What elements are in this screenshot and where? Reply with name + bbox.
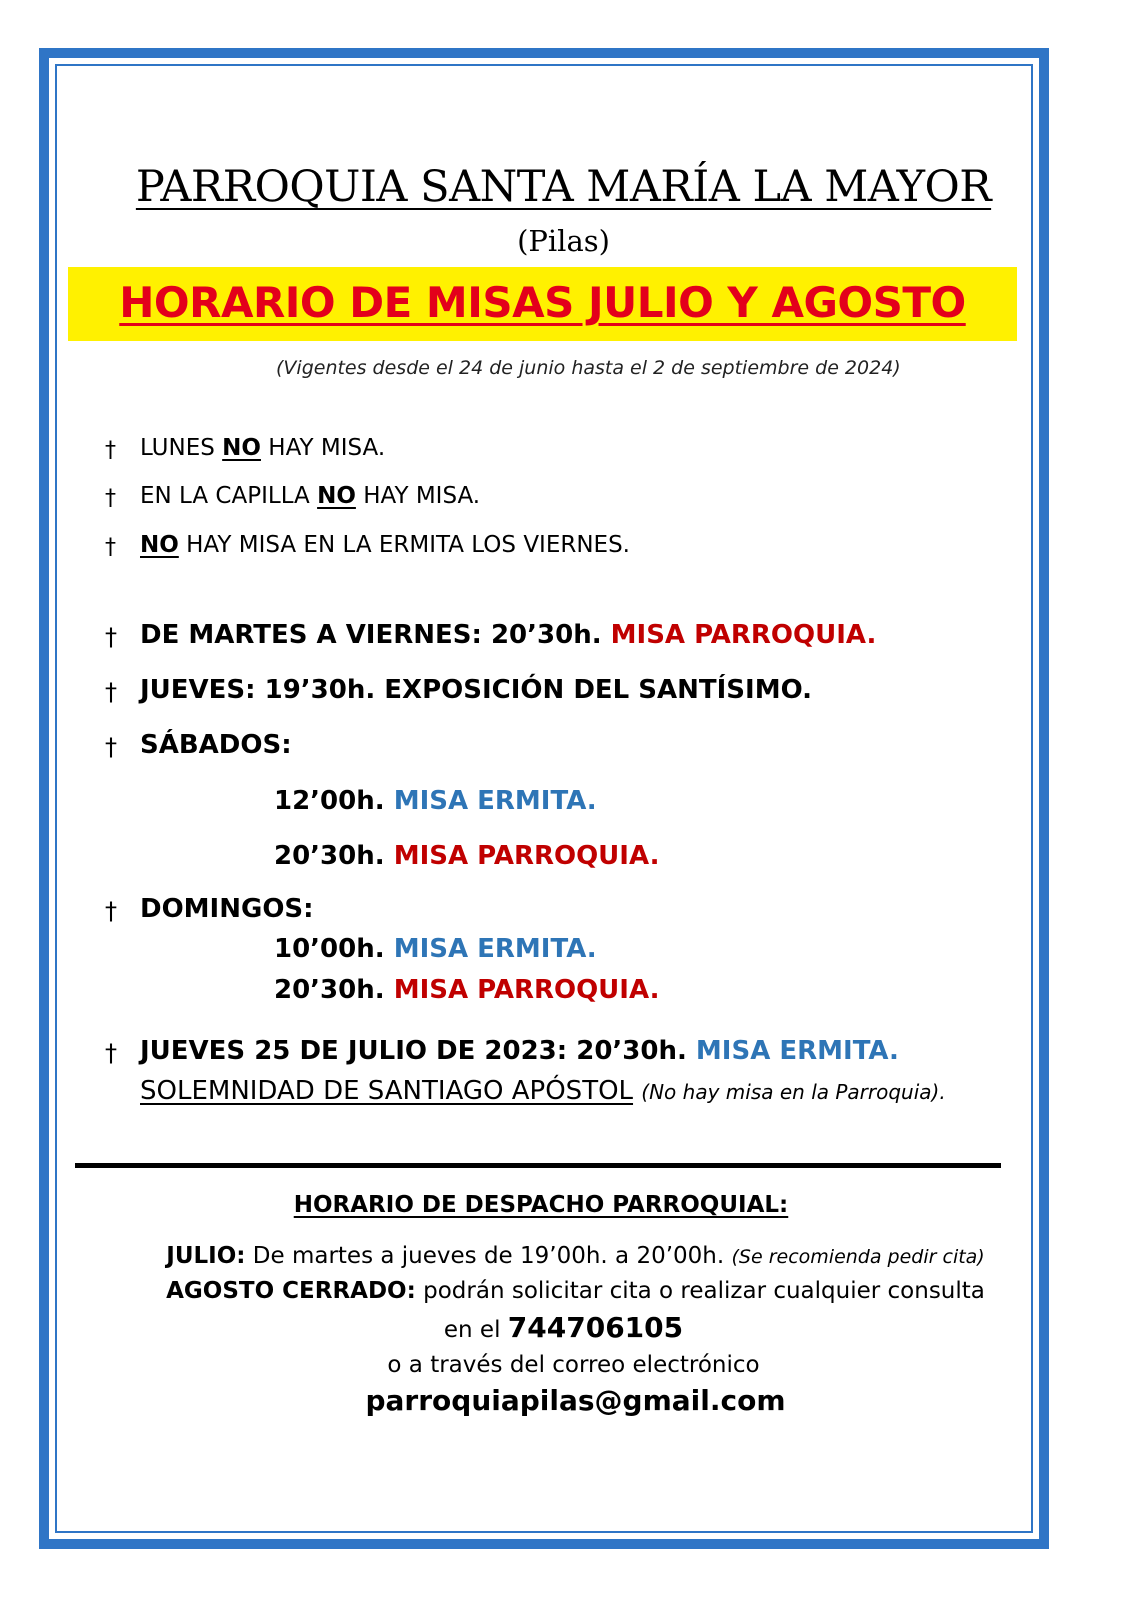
schedule-weekdays: DE MARTES A VIERNES: 20’30h. MISA PARROQUIA. [140, 620, 877, 650]
schedule-special-date: JUEVES 25 DE JULIO DE 2023: 20’30h. MISA ERMITA. [140, 1036, 899, 1066]
parish-location: (Pilas) [517, 224, 610, 258]
schedule-sundays: DOMINGOS: [140, 894, 314, 924]
feast-name: SOLEMNIDAD DE SANTIAGO APÓSTOL (No hay misa en la Parroquia). [140, 1076, 946, 1106]
saturday-mass-ermita: 12’00h. MISA ERMITA. [274, 786, 597, 816]
sunday-mass-ermita: 10’00h. MISA ERMITA. [274, 934, 597, 964]
note-chapel: EN LA CAPILLA NO HAY MISA. [140, 483, 481, 509]
office-hours-title: HORARIO DE DESPACHO PARROQUIAL: [293, 1192, 789, 1218]
sunday-mass-parroquia: 20’30h. MISA PARROQUIA. [274, 975, 660, 1005]
section-divider [75, 1163, 1001, 1168]
cross-bullet: † [105, 623, 117, 651]
note-monday: LUNES NO HAY MISA. [140, 435, 386, 461]
cross-bullet: † [105, 733, 117, 761]
cross-bullet: † [105, 1039, 117, 1067]
cross-bullet: † [105, 486, 116, 511]
office-july: JULIO: De martes a jueves de 19’00h. a 20’00h. (Se recomienda pedir cita) [166, 1243, 985, 1269]
note-friday-ermita: NO HAY MISA EN LA ERMITA LOS VIERNES. [140, 532, 630, 558]
cross-bullet: † [105, 678, 117, 706]
banner-title: HORARIO DE MISAS JULIO Y AGOSTO [119, 278, 966, 327]
saturday-mass-parroquia: 20’30h. MISA PARROQUIA. [274, 841, 660, 871]
cross-bullet: † [105, 438, 116, 463]
office-phone: en el 744706105 [443, 1311, 684, 1344]
office-email-prefix: o a través del correo electrónico [387, 1352, 760, 1378]
schedule-banner [68, 267, 1017, 341]
schedule-thursday: JUEVES: 19’30h. EXPOSICIÓN DEL SANTÍSIMO. [140, 675, 812, 705]
cross-bullet: † [105, 897, 117, 925]
phone-number: 744706105 [507, 1311, 684, 1344]
validity-note: (Vigentes desde el 24 de junio hasta el 2 de septiembre de 2024) [276, 357, 901, 379]
contact-email: parroquiapilas@gmail.com [365, 1384, 786, 1417]
schedule-saturdays: SÁBADOS: [140, 730, 292, 760]
office-august: AGOSTO CERRADO: podrán solicitar cita o realizar cualquier consulta [166, 1278, 985, 1304]
cross-bullet: † [105, 535, 116, 560]
parish-title: PARROQUIA SANTA MARÍA LA MAYOR [135, 162, 992, 212]
